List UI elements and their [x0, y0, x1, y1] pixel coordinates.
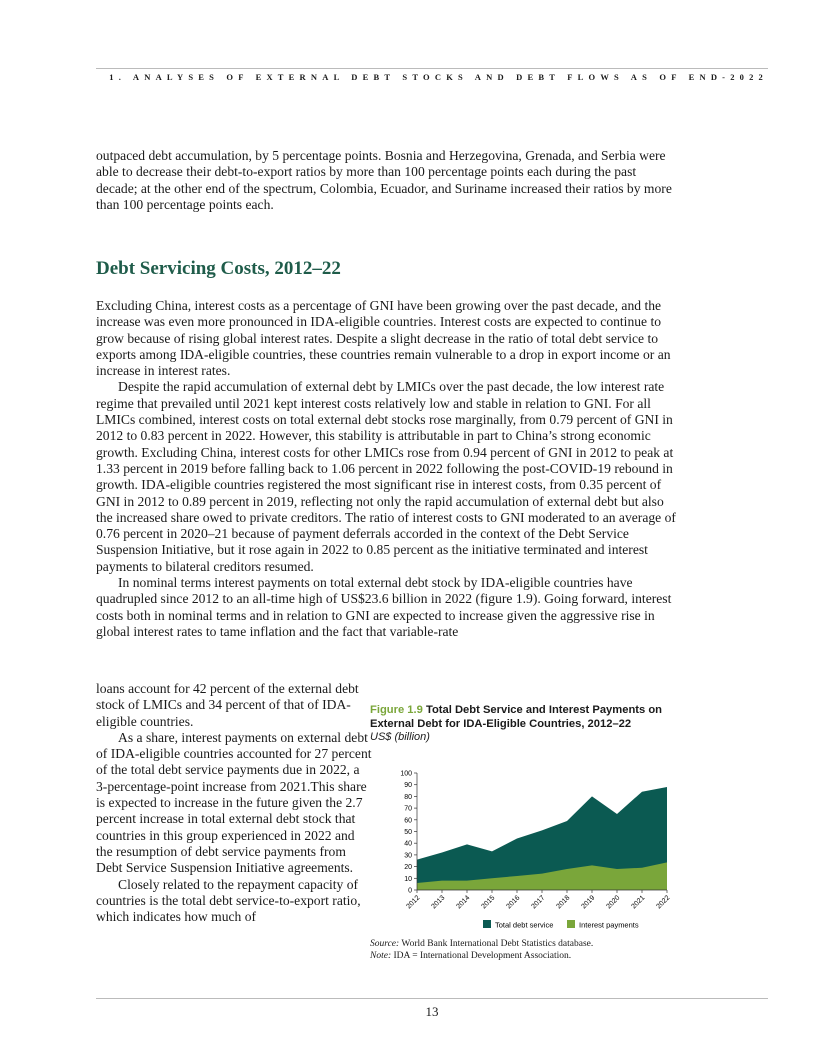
paragraph: outpaced debt accumulation, by 5 percentage points. Bosnia and Herzegovina, Grenada, and Serbia were able to decrease their debt-to-export ratios by more than 100 percentage points each during the past decade; at the other end of the spectrum, Colombia, Ecuador, and Suriname increased their ratios by more than 100 percentage points each. [96, 148, 672, 212]
x-tick-label: 2013 [430, 894, 447, 911]
paragraph: Excluding China, interest costs as a percentage of GNI have been growing over the past decade, and the increase was even more pronounced in IDA-eligible countries. Interest costs are expected to continue to grow because of rising global interest rates. Despite a slight decrease in the ratio of total debt service to exports among IDA-eligible countries, these countries remain vulnerable to a drop in export income or an increase in interest rates. [96, 298, 671, 379]
note-text: IDA = International Development Association. [393, 951, 572, 961]
figure-notes [370, 938, 593, 962]
x-tick-label: 2020 [605, 894, 622, 911]
y-tick-label: 40 [404, 840, 412, 848]
x-tick-label: 2022 [655, 894, 672, 911]
y-tick-label: 50 [404, 829, 412, 836]
page-number: 13 [425, 1004, 439, 1019]
header-rule [96, 68, 768, 69]
footer-rule [96, 998, 768, 999]
x-tick-label: 2014 [455, 894, 472, 911]
source-text: World Bank International Debt Statistics database. [401, 939, 594, 949]
paragraph: loans account for 42 percent of the external debt stock of LMICs and 34 percent of that of IDA-eligible countries. [96, 681, 359, 729]
figure [370, 704, 672, 930]
legend-label: Total debt service [495, 920, 554, 930]
y-tick-label: 80 [404, 793, 412, 801]
y-tick-label: 0 [408, 887, 412, 895]
x-tick-label: 2018 [555, 894, 572, 911]
legend-label: Interest payments [579, 920, 639, 930]
paragraph: Closely related to the repayment capacity of countries is the total debt service-to-export ratio, which indicates how much of [96, 876, 361, 925]
y-tick-label: 30 [404, 852, 412, 860]
paragraph: In nominal terms interest payments on total external debt stock by IDA-eligible countries have quadrupled since 2012 to an all-time high of US$23.6 billion in 2022 (figure 1.9). Going forward, interest costs both in nominal terms and in relation to GNI are expected to increase given the aggressive rise in global interest rates to tame inflation and the fact that variable-rate [96, 575, 672, 639]
y-tick-label: 10 [404, 875, 412, 883]
y-tick-label: 90 [404, 782, 412, 790]
figure-number: Figure 1.9 [370, 704, 423, 716]
x-tick-label: 2015 [480, 894, 497, 911]
source-label: Source: [370, 939, 400, 949]
area-chart [370, 764, 680, 939]
figure-title [370, 704, 670, 731]
x-tick-label: 2016 [505, 894, 522, 911]
x-tick-label: 2017 [530, 894, 547, 911]
x-tick-label: 2019 [580, 894, 597, 911]
y-tick-label: 100 [400, 770, 412, 778]
running-header: 1. ANALYSES OF EXTERNAL DEBT STOCKS AND DEBT FLOWS AS OF END-2022 [109, 72, 768, 82]
paragraph: As a share, interest payments on external debt of IDA-eligible countries accounted for 27 percent of the total debt service payments due in 2022, a 3-percentage-point increase from 2021.This share is expected to increase in the future given the 2.7 percent increase in total external debt stock that countries in this group experienced in 2022 and the resumption of debt service payments from Debt Service Suspension Initiative agreements. [96, 729, 372, 876]
paragraph: Despite the rapid accumulation of external debt by LMICs over the past decade, the low interest rate regime that prevailed until 2021 kept interest costs relatively low and stable in relation to GNI. For all LMICs combined, interest costs on total external debt stocks rose marginally, from 0.79 percent of GNI in 2012 to 0.83 percent in 2022. However, this stability is attributable in part to China’s strong economic growth. Excluding China, interest costs for other LMICs rose from 0.94 percent of GNI in 2012 to peak at 1.33 percent in 2019 before falling back to 1.06 percent in 2022 following the post-COVID-19 rebound in growth. IDA-eligible countries registered the most significant rise in interest costs, from 0.35 percent of GNI in 2012 to 0.89 percent in 2019, reflecting not only the rapid accumulation of external debt but also the increased share owed to private creditors. The ratio of interest costs to GNI moderated to an average of 0.76 percent in 2020–21 because of payment deferrals accorded in the context of the Debt Service Suspension Initiative, but it rose again in 2022 to 0.85 percent as the initiative terminated and interest payments to bilateral creditors resumed. [96, 379, 676, 574]
figure-title-text: Total Debt Service and Interest Payments on External Debt for IDA-Eligible Countries, 2012–22 [370, 704, 663, 730]
y-tick-label: 20 [404, 864, 412, 872]
x-tick-label: 2012 [405, 894, 422, 911]
section-heading: Debt Servicing Costs, 2012–22 [96, 258, 341, 279]
legend-swatch [567, 920, 575, 928]
note-label: Note: [370, 951, 392, 961]
x-tick-label: 2021 [630, 894, 647, 911]
figure-unit: US$ (billion) [370, 731, 430, 743]
legend-swatch [483, 920, 491, 928]
y-tick-label: 60 [404, 817, 412, 825]
y-tick-label: 70 [404, 805, 412, 813]
